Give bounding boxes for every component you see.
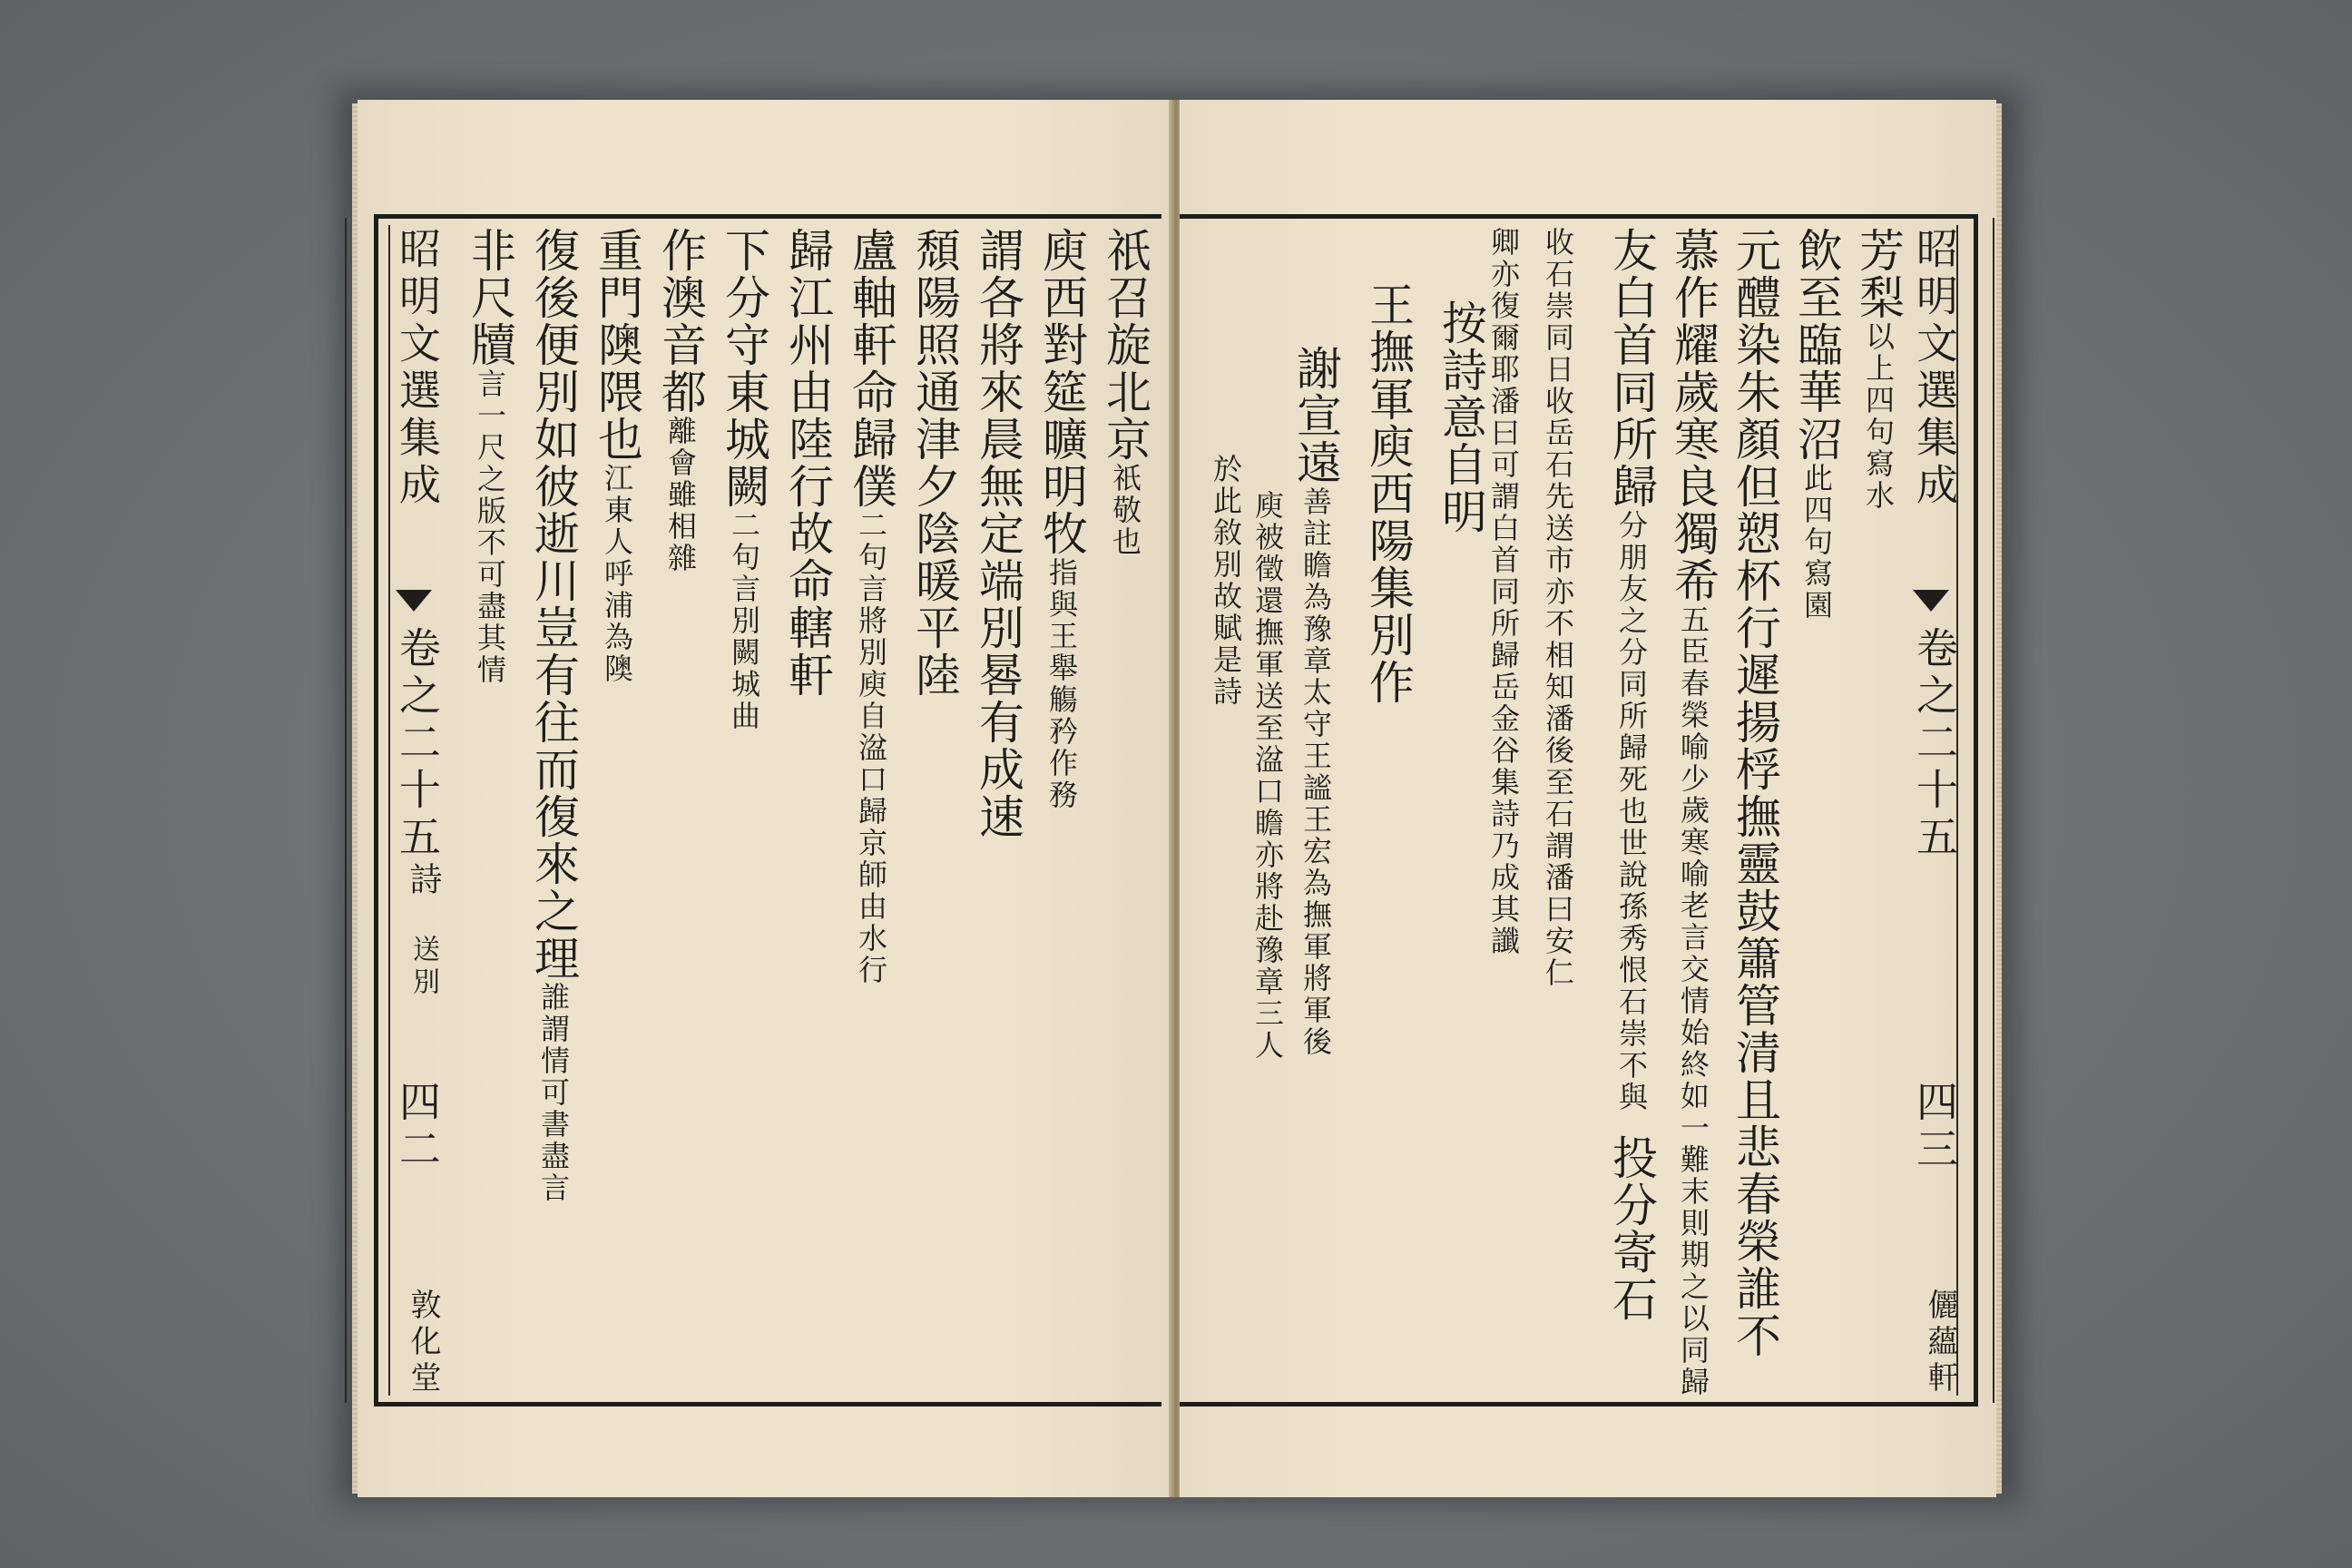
text-column: 歸江州由陸行故命轄軒 [781,227,834,699]
text-column: 盧軸軒命歸僕二句言將別庾自湓口歸京師由水行 [845,227,897,986]
text-column: 投分寄石 [1605,1134,1658,1323]
text-column: 謝宣遠善註瞻為豫章太守王謐王宏為撫軍將軍後 [1289,345,1342,1058]
left-page-banxin [345,218,376,1403]
text-column: 友白首同所歸分朋友之分同所歸死也世說孫秀恨石崇不與 [1605,227,1658,1113]
right-banxin-page-number: 四三 [1910,1080,1959,1174]
text-column: 收石崇同日收岳石先送市亦不相知潘後至石謂潘曰安仁 [1541,227,1575,989]
text-column: 重門隩隈也江東人呼浦為隩 [591,227,643,685]
right-banxin-volume: 卷之二十五 [1910,626,1959,862]
right-banxin-title: 昭明文選集成 [1910,227,1959,510]
text-column: 謂各將來晨無定端別晷有成速 [972,227,1024,840]
left-banxin-publisher: 敦化堂 [405,1289,441,1397]
text-column: 芳梨以上四句寫水 [1852,227,1905,512]
text-column: 按詩意自明 [1435,299,1487,535]
text-column: 復後便別如彼逝川豈有往而復來之理誰謂情可書盡言 [527,227,580,1204]
left-banxin-category: 詩 [405,862,442,900]
left-banxin-page-number: 四二 [393,1080,442,1174]
section-title: 王撫軍庾西陽集別作 [1362,281,1415,706]
text-column: 元醴染朱顏但愬杯行遲揚桴撫靈鼓簫管清且悲春榮誰不 [1729,227,1781,1359]
text-column: 作澳音都離會雖相雜 [654,227,707,574]
right-banxin-publisher: 儷蘊軒 [1922,1289,1958,1397]
text-column: 頹陽照通津夕陰暖平陸 [908,227,961,699]
left-banxin-volume: 卷之二十五 [393,626,442,862]
left-page-banxin-divider [388,225,391,1396]
text-column: 慕作耀歲寒良獨希五臣春榮喻少歲寒喻老言交情始終如一難末則期之以同歸 [1667,227,1720,1398]
right-page-banxin [1964,218,1994,1403]
text-column: 非尺牘言一尺之版不可盡其情 [464,227,516,686]
text-column: 祇召旋北京祇敬也 [1099,227,1152,558]
text-column: 於此敘別故賦是詩 [1209,454,1243,708]
text-column: 庾西對筵曠明牧指與王舉觴矜作務 [1035,227,1088,811]
text-column: 飲至臨華沼此四句寫園 [1790,227,1843,622]
left-banxin-subcategory: 送別 [407,935,439,1000]
text-column: 庾被徵還撫軍送至湓口瞻亦將赴豫章三人 [1250,490,1285,1062]
text-column: 下分守東城闕二句言別闕城曲 [718,227,770,732]
text-column: 卿亦復爾耶潘曰可謂白首同所歸岳金谷集詩乃成其讖 [1486,227,1521,957]
left-banxin-title: 昭明文選集成 [393,227,442,510]
